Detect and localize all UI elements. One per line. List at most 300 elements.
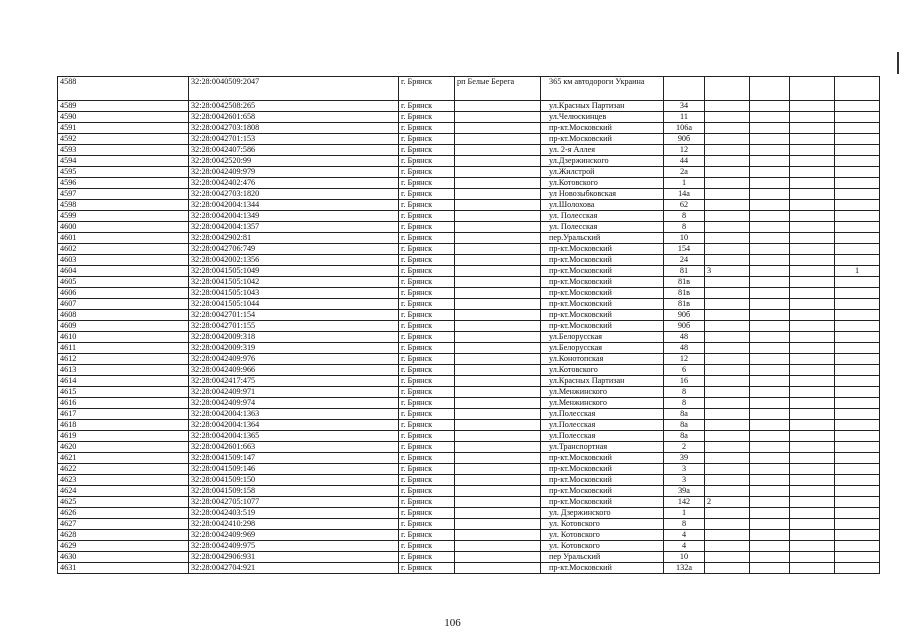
table-row (58, 123, 880, 134)
cadastral-number-cell: 32:28:0041505:1049 (189, 266, 399, 277)
settlement-cell (455, 167, 541, 178)
building-cell (705, 178, 750, 189)
building-cell (705, 332, 750, 343)
cadastral-number-cell: 32:28:0042004:1357 (189, 222, 399, 233)
extra-cell (750, 101, 790, 112)
building-cell (705, 387, 750, 398)
extra-cell (790, 365, 835, 376)
settlement-cell (455, 365, 541, 376)
apartment-cell (835, 112, 880, 123)
house-number-cell: 8 (664, 519, 705, 530)
settlement-cell (455, 464, 541, 475)
extra-cell (790, 101, 835, 112)
building-cell: 2 (705, 497, 750, 508)
apartment-cell (835, 211, 880, 222)
apartment-cell (835, 310, 880, 321)
apartment-cell (835, 530, 880, 541)
building-cell (705, 134, 750, 145)
building-cell (705, 299, 750, 310)
row-number-cell: 4594 (58, 156, 189, 167)
extra-cell (790, 145, 835, 156)
extra-cell (750, 453, 790, 464)
street-cell: ул.Менжинского (541, 398, 664, 409)
row-number-cell: 4613 (58, 365, 189, 376)
table-row (58, 464, 880, 475)
row-number-cell: 4617 (58, 409, 189, 420)
cadastral-number-cell: 32:28:0042009:319 (189, 343, 399, 354)
settlement-cell (455, 101, 541, 112)
building-cell (705, 222, 750, 233)
apartment-cell (835, 200, 880, 211)
apartment-cell (835, 508, 880, 519)
extra-cell (790, 442, 835, 453)
table-row (58, 365, 880, 376)
row-number-cell: 4588 (58, 77, 189, 101)
extra-cell (790, 299, 835, 310)
extra-cell (790, 211, 835, 222)
table-row (58, 222, 880, 233)
building-cell: 3 (705, 266, 750, 277)
cadastral-number-cell: 32:28:0042409:971 (189, 387, 399, 398)
cadastral-number-cell: 32:28:0042410:298 (189, 519, 399, 530)
street-cell: пр-кт.Московский (541, 321, 664, 332)
table-row (58, 409, 880, 420)
building-cell (705, 310, 750, 321)
apartment-cell (835, 178, 880, 189)
city-cell: г. Брянск (399, 541, 455, 552)
apartment-cell (835, 123, 880, 134)
apartment-cell (835, 277, 880, 288)
extra-cell (790, 376, 835, 387)
settlement-cell (455, 244, 541, 255)
house-number-cell: 14а (664, 189, 705, 200)
settlement-cell (455, 563, 541, 574)
row-number-cell: 4630 (58, 552, 189, 563)
street-cell: ул. Полесская (541, 222, 664, 233)
extra-cell (750, 365, 790, 376)
extra-cell (750, 541, 790, 552)
house-number-cell: 90б (664, 310, 705, 321)
settlement-cell (455, 310, 541, 321)
building-cell (705, 123, 750, 134)
row-number-cell: 4593 (58, 145, 189, 156)
table-row (58, 299, 880, 310)
row-number-cell: 4605 (58, 277, 189, 288)
house-number-cell: 3 (664, 464, 705, 475)
extra-cell (750, 123, 790, 134)
extra-cell (790, 497, 835, 508)
settlement-cell (455, 233, 541, 244)
row-number-cell: 4621 (58, 453, 189, 464)
extra-cell (750, 200, 790, 211)
house-number-cell: 8а (664, 431, 705, 442)
cadastral-number-cell: 32:28:0042906:931 (189, 552, 399, 563)
building-cell (705, 244, 750, 255)
street-cell: пр-кт.Московский (541, 475, 664, 486)
settlement-cell (455, 112, 541, 123)
street-cell: пр-кт.Московский (541, 464, 664, 475)
street-cell: ул.Транспортная (541, 442, 664, 453)
table-row (58, 420, 880, 431)
building-cell (705, 376, 750, 387)
settlement-cell (455, 398, 541, 409)
building-cell (705, 211, 750, 222)
street-cell: ул Новозыбковская (541, 189, 664, 200)
cadastral-number-cell: 32:28:0040509:2047 (189, 77, 399, 101)
settlement-cell (455, 541, 541, 552)
extra-cell (750, 508, 790, 519)
building-cell (705, 453, 750, 464)
house-number-cell: 4 (664, 541, 705, 552)
street-cell: ул. 2-я Аллея (541, 145, 664, 156)
apartment-cell: 1 (835, 266, 880, 277)
table-row (58, 200, 880, 211)
extra-cell (790, 255, 835, 266)
city-cell: г. Брянск (399, 101, 455, 112)
table-row (58, 376, 880, 387)
city-cell: г. Брянск (399, 222, 455, 233)
table-row (58, 134, 880, 145)
city-cell: г. Брянск (399, 134, 455, 145)
table-row (58, 497, 880, 508)
settlement-cell (455, 453, 541, 464)
street-cell: пр-кт.Московский (541, 123, 664, 134)
settlement-cell (455, 376, 541, 387)
apartment-cell (835, 255, 880, 266)
cadastral-number-cell: 32:28:0042409:975 (189, 541, 399, 552)
settlement-cell (455, 189, 541, 200)
extra-cell (750, 552, 790, 563)
settlement-cell: рп Белые Берега (455, 77, 541, 101)
house-number-cell: 48 (664, 343, 705, 354)
house-number-cell (664, 77, 705, 101)
extra-cell (750, 420, 790, 431)
house-number-cell: 8а (664, 420, 705, 431)
extra-cell (750, 288, 790, 299)
extra-cell (790, 321, 835, 332)
extra-cell (790, 189, 835, 200)
extra-cell (750, 255, 790, 266)
building-cell (705, 101, 750, 112)
extra-cell (790, 387, 835, 398)
table-row (58, 398, 880, 409)
street-cell: ул. Котовского (541, 541, 664, 552)
city-cell: г. Брянск (399, 156, 455, 167)
apartment-cell (835, 442, 880, 453)
street-cell: пр-кт.Московский (541, 288, 664, 299)
cadastral-number-cell: 32:28:0041509:147 (189, 453, 399, 464)
street-cell: ул.Дзержинского (541, 156, 664, 167)
street-cell: пр-кт.Московский (541, 299, 664, 310)
city-cell: г. Брянск (399, 464, 455, 475)
street-cell: ул. Дзержинского (541, 508, 664, 519)
table-row (58, 244, 880, 255)
city-cell: г. Брянск (399, 211, 455, 222)
apartment-cell (835, 77, 880, 101)
apartment-cell (835, 145, 880, 156)
apartment-cell (835, 486, 880, 497)
city-cell: г. Брянск (399, 354, 455, 365)
apartment-cell (835, 420, 880, 431)
building-cell (705, 398, 750, 409)
table-row (58, 387, 880, 398)
table-row (58, 519, 880, 530)
row-number-cell: 4604 (58, 266, 189, 277)
apartment-cell (835, 134, 880, 145)
extra-cell (790, 398, 835, 409)
settlement-cell (455, 530, 541, 541)
apartment-cell (835, 343, 880, 354)
settlement-cell (455, 343, 541, 354)
row-number-cell: 4612 (58, 354, 189, 365)
cadastral-number-cell: 32:28:0042701:155 (189, 321, 399, 332)
cadastral-number-cell: 32:28:0042508:265 (189, 101, 399, 112)
extra-cell (750, 77, 790, 101)
street-cell: пр-кт.Московский (541, 486, 664, 497)
row-number-cell: 4625 (58, 497, 189, 508)
city-cell: г. Брянск (399, 453, 455, 464)
extra-cell (750, 222, 790, 233)
settlement-cell (455, 420, 541, 431)
row-number-cell: 4599 (58, 211, 189, 222)
table-row (58, 112, 880, 123)
table-row (58, 211, 880, 222)
house-number-cell: 8 (664, 211, 705, 222)
building-cell (705, 365, 750, 376)
row-number-cell: 4595 (58, 167, 189, 178)
table-body (58, 77, 880, 574)
apartment-cell (835, 541, 880, 552)
house-number-cell: 44 (664, 156, 705, 167)
apartment-cell (835, 354, 880, 365)
extra-cell (750, 431, 790, 442)
house-number-cell: 81в (664, 288, 705, 299)
building-cell (705, 541, 750, 552)
street-cell: ул.Полесская (541, 420, 664, 431)
table-row (58, 508, 880, 519)
extra-cell (750, 277, 790, 288)
row-number-cell: 4618 (58, 420, 189, 431)
row-number-cell: 4629 (58, 541, 189, 552)
extra-cell (790, 200, 835, 211)
apartment-cell (835, 233, 880, 244)
extra-cell (750, 332, 790, 343)
extra-cell (750, 442, 790, 453)
row-number-cell: 4601 (58, 233, 189, 244)
city-cell: г. Брянск (399, 387, 455, 398)
building-cell (705, 233, 750, 244)
house-number-cell: 90б (664, 321, 705, 332)
extra-cell (790, 288, 835, 299)
extra-cell (790, 431, 835, 442)
house-number-cell: 10 (664, 552, 705, 563)
row-number-cell: 4627 (58, 519, 189, 530)
apartment-cell (835, 563, 880, 574)
apartment-cell (835, 552, 880, 563)
city-cell: г. Брянск (399, 519, 455, 530)
building-cell (705, 255, 750, 266)
street-cell: ул.Полесская (541, 409, 664, 420)
city-cell: г. Брянск (399, 332, 455, 343)
cadastral-number-cell: 32:28:0042009:318 (189, 332, 399, 343)
building-cell (705, 167, 750, 178)
city-cell: г. Брянск (399, 343, 455, 354)
row-number-cell: 4608 (58, 310, 189, 321)
city-cell: г. Брянск (399, 178, 455, 189)
street-cell: ул.Красных Партизан (541, 376, 664, 387)
page-number: 106 (444, 617, 461, 629)
city-cell: г. Брянск (399, 563, 455, 574)
apartment-cell (835, 431, 880, 442)
settlement-cell (455, 211, 541, 222)
apartment-cell (835, 376, 880, 387)
row-number-cell: 4624 (58, 486, 189, 497)
extra-cell (750, 211, 790, 222)
extra-cell (750, 376, 790, 387)
building-cell (705, 431, 750, 442)
building-cell (705, 530, 750, 541)
cadastral-number-cell: 32:28:0042407:586 (189, 145, 399, 156)
building-cell (705, 343, 750, 354)
settlement-cell (455, 299, 541, 310)
extra-cell (750, 321, 790, 332)
table-row (58, 178, 880, 189)
apartment-cell (835, 365, 880, 376)
house-number-cell: 132а (664, 563, 705, 574)
house-number-cell: 16 (664, 376, 705, 387)
cadastral-number-cell: 32:28:0041505:1044 (189, 299, 399, 310)
extra-cell (790, 134, 835, 145)
building-cell (705, 156, 750, 167)
row-number-cell: 4626 (58, 508, 189, 519)
street-cell: ул.Красных Партизан (541, 101, 664, 112)
extra-cell (790, 519, 835, 530)
street-cell: ул. Котовского (541, 519, 664, 530)
table-row (58, 530, 880, 541)
street-cell: ул.Котовского (541, 365, 664, 376)
building-cell (705, 420, 750, 431)
house-number-cell: 39 (664, 453, 705, 464)
table-row (58, 354, 880, 365)
row-number-cell: 4615 (58, 387, 189, 398)
extra-cell (750, 519, 790, 530)
extra-cell (750, 156, 790, 167)
street-cell: ул.Белорусская (541, 332, 664, 343)
extra-cell (790, 77, 835, 101)
house-number-cell: 12 (664, 145, 705, 156)
table-row (58, 167, 880, 178)
extra-cell (790, 530, 835, 541)
building-cell (705, 200, 750, 211)
cadastral-number-cell: 32:28:0042409:966 (189, 365, 399, 376)
extra-cell (790, 310, 835, 321)
table-row (58, 255, 880, 266)
city-cell: г. Брянск (399, 321, 455, 332)
cadastral-number-cell: 32:28:0042409:979 (189, 167, 399, 178)
building-cell (705, 354, 750, 365)
table-row (58, 431, 880, 442)
extra-cell (750, 530, 790, 541)
street-cell: пер Уральский (541, 552, 664, 563)
city-cell: г. Брянск (399, 431, 455, 442)
street-cell: ул.Конотопская (541, 354, 664, 365)
settlement-cell (455, 145, 541, 156)
extra-cell (790, 541, 835, 552)
row-number-cell: 4607 (58, 299, 189, 310)
extra-cell (750, 233, 790, 244)
cadastral-number-cell: 32:28:0041509:146 (189, 464, 399, 475)
cadastral-number-cell: 32:28:0042902:81 (189, 233, 399, 244)
row-number-cell: 4600 (58, 222, 189, 233)
settlement-cell (455, 387, 541, 398)
city-cell: г. Брянск (399, 420, 455, 431)
building-cell (705, 552, 750, 563)
cadastral-number-cell: 32:28:0042002:1356 (189, 255, 399, 266)
cadastral-number-cell: 32:28:0042402:476 (189, 178, 399, 189)
settlement-cell (455, 354, 541, 365)
house-number-cell: 106а (664, 123, 705, 134)
street-cell: ул.Менжинского (541, 387, 664, 398)
street-cell: пер.Уральский (541, 233, 664, 244)
house-number-cell: 4 (664, 530, 705, 541)
table-row (58, 310, 880, 321)
building-cell (705, 112, 750, 123)
city-cell: г. Брянск (399, 255, 455, 266)
house-number-cell: 8 (664, 387, 705, 398)
apartment-cell (835, 321, 880, 332)
building-cell (705, 442, 750, 453)
street-cell: 365 км автодороги Украина (541, 77, 664, 101)
street-cell: пр-кт.Московский (541, 453, 664, 464)
settlement-cell (455, 178, 541, 189)
extra-cell (790, 123, 835, 134)
street-cell: ул. Полесская (541, 211, 664, 222)
extra-cell (790, 354, 835, 365)
city-cell: г. Брянск (399, 233, 455, 244)
apartment-cell (835, 332, 880, 343)
street-cell: пр-кт.Московский (541, 266, 664, 277)
extra-cell (750, 387, 790, 398)
building-cell (705, 145, 750, 156)
settlement-cell (455, 156, 541, 167)
settlement-cell (455, 442, 541, 453)
row-number-cell: 4631 (58, 563, 189, 574)
cadastral-number-cell: 32:28:0042409:976 (189, 354, 399, 365)
row-number-cell: 4606 (58, 288, 189, 299)
settlement-cell (455, 266, 541, 277)
row-number-cell: 4616 (58, 398, 189, 409)
settlement-cell (455, 123, 541, 134)
cadastral-number-cell: 32:28:0042520:99 (189, 156, 399, 167)
cadastral-number-cell: 32:28:0042403:519 (189, 508, 399, 519)
settlement-cell (455, 497, 541, 508)
city-cell: г. Брянск (399, 123, 455, 134)
apartment-cell (835, 222, 880, 233)
house-number-cell: 81в (664, 299, 705, 310)
house-number-cell: 1 (664, 508, 705, 519)
cadastral-number-cell: 32:28:0041509:150 (189, 475, 399, 486)
building-cell (705, 321, 750, 332)
cadastral-number-cell: 32:28:0041505:1043 (189, 288, 399, 299)
extra-cell (790, 343, 835, 354)
street-cell: пр-кт.Московский (541, 134, 664, 145)
house-number-cell: 90б (664, 134, 705, 145)
extra-cell (750, 244, 790, 255)
extra-cell (790, 475, 835, 486)
settlement-cell (455, 475, 541, 486)
row-number-cell: 4590 (58, 112, 189, 123)
extra-cell (750, 310, 790, 321)
